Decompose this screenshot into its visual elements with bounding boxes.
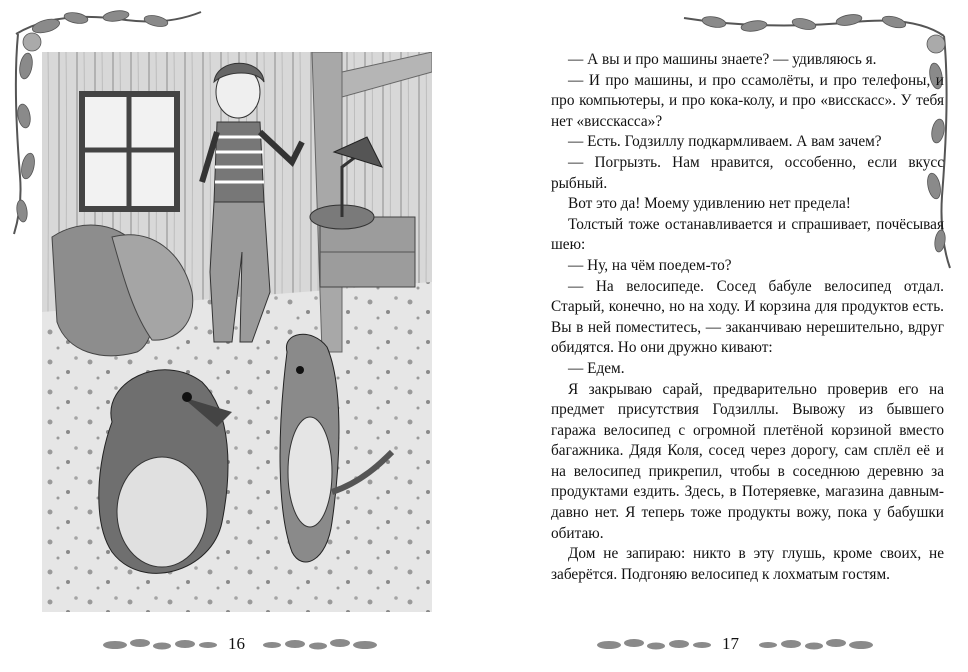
paragraph: — А вы и про машины знаете? — удивляюсь я. xyxy=(568,51,877,68)
paragraph: — Ну, на чём поедем-то? xyxy=(568,256,732,274)
page-number-left: 16 xyxy=(228,634,245,653)
paragraph: — На велосипеде. Сосед бабуле велосипед отдал. Старый, конечно, но на ходу. И корзина для продуктов есть. Вы в ней поместитесь, — заканчиваю нерешительно, вдруг обидятся. Но они дружно кивают: xyxy=(551,277,944,357)
body-text xyxy=(551,50,944,585)
paragraph: — И про машины, и про ссамолёты, и про телефоны, и про компьютеры, и про кока-колу, и про «висскасс». У тебя нет «висскасса»? xyxy=(551,71,944,130)
footer-ornament-right-icon xyxy=(594,637,714,653)
illustration-image xyxy=(42,52,432,612)
footer-ornament-left-icon xyxy=(100,637,220,653)
paragraph: — Едем. xyxy=(568,359,625,377)
paragraph: Дом не запираю: никто в эту глушь, кроме своих, не заберётся. Подгоняю велосипед к лохматым гостям. xyxy=(551,545,944,583)
paragraph: — Погрызть. Нам нравится, оссобенно, если вкусс рыбный. xyxy=(551,153,944,192)
right-page xyxy=(484,0,968,672)
paragraph: Вот это да! Моему удивлению нет предела! xyxy=(568,195,851,213)
paragraph: Толстый тоже останавливается и спрашивает, почёсывая шею: xyxy=(551,215,944,254)
footer-ornament-left-2-icon xyxy=(260,637,380,653)
page-number-right: 17 xyxy=(722,634,739,653)
paragraph: — Есть. Годзиллу подкармливаем. А вам зачем? xyxy=(568,133,882,151)
footer-ornament-right-2-icon xyxy=(756,637,876,653)
paragraph: Я закрываю сарай, предварительно проверив его на предмет присутствия Годзиллы. Вывожу из бывшего гаража велосипед с огромной плетёной корзиной вместо багажника. Дядя Коля, сосед через дорогу, сам сплёл её и на велосипед прикрепил, чтобы в соседнюю деревню за продуктами ездить. Здесь, в Потеряевке, магазина давным-давно нет. Я теперь тоже продукты вожу, пока у бабушки обитаю. xyxy=(551,380,944,542)
